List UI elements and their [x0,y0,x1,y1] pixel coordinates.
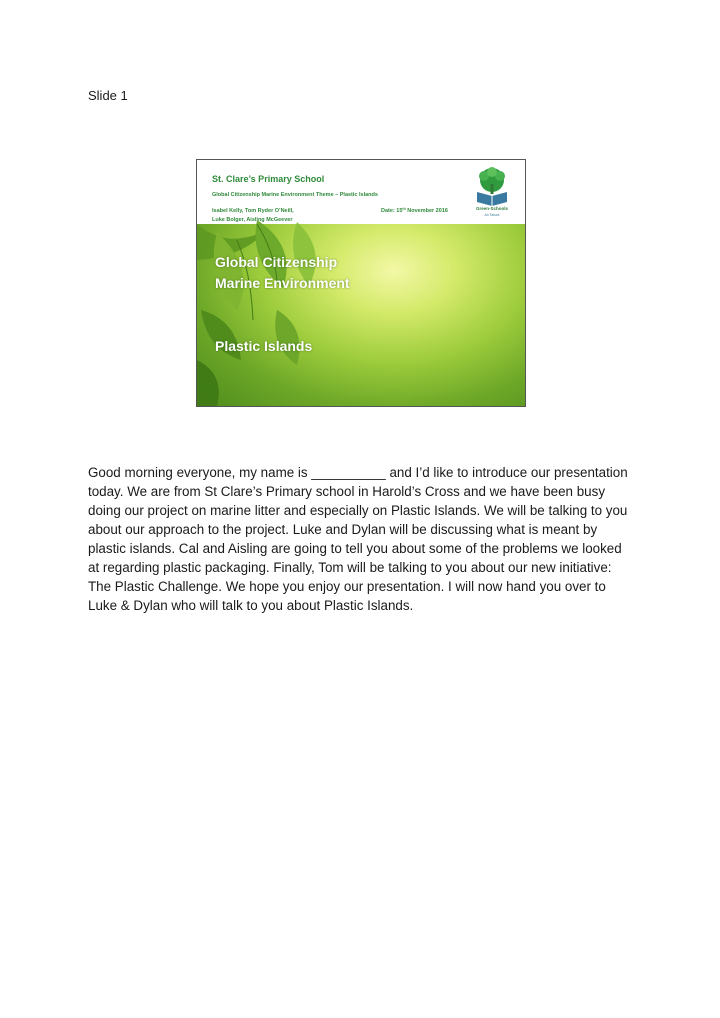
slide-theme-line: Global Citizenship Marine Environment Theme – Plastic Islands [212,192,378,198]
logo-text: Green-Schools [475,206,508,211]
slide-date-ordinal: th [402,207,406,211]
slide-subtitle: Plastic Islands [215,338,313,354]
slide-date-rest: November 2016 [405,208,448,214]
speaker-notes: Good morning everyone, my name is __________ and I’d like to introduce our presentation today. We are from St Clare’s Primary school in Harold’s Cross and we have been busy doing our project on marine litter and especially on Plastic Islands. We will be talking to you about our approach to the project. Luke and Dylan will be discussing what is meant by plastic islands. Cal and Aisling are going to tell you about some of the problems we looked at regarding plastic packaging. Finally, Tom will be talking to you about our new initiative: The Plastic Challenge. We hope you enjoy our presentation. I will now hand you over to Luke & Dylan who will talk to you about Plastic Islands. [88,465,628,613]
slide-number-label: Slide 1 [88,88,128,103]
logo-subtext: An Taisce [484,213,500,217]
slide-names-line-1: Isabel Kelly, Tom Ryder O’Neill, [212,208,294,214]
tree-book-logo-icon [469,166,515,206]
slide-names-line-2: Luke Bolger, Aisling McGeever [212,217,293,223]
slide-title-line-2: Marine Environment [215,275,350,291]
slide-title-line-1: Global Citizenship [215,254,338,270]
slide-date [381,208,448,214]
slide-thumbnail [196,159,526,407]
green-schools-logo [469,166,515,222]
slide-date-prefix: Date: 15 [381,208,403,214]
slide-school-name: St. Clare’s Primary School [212,174,325,184]
